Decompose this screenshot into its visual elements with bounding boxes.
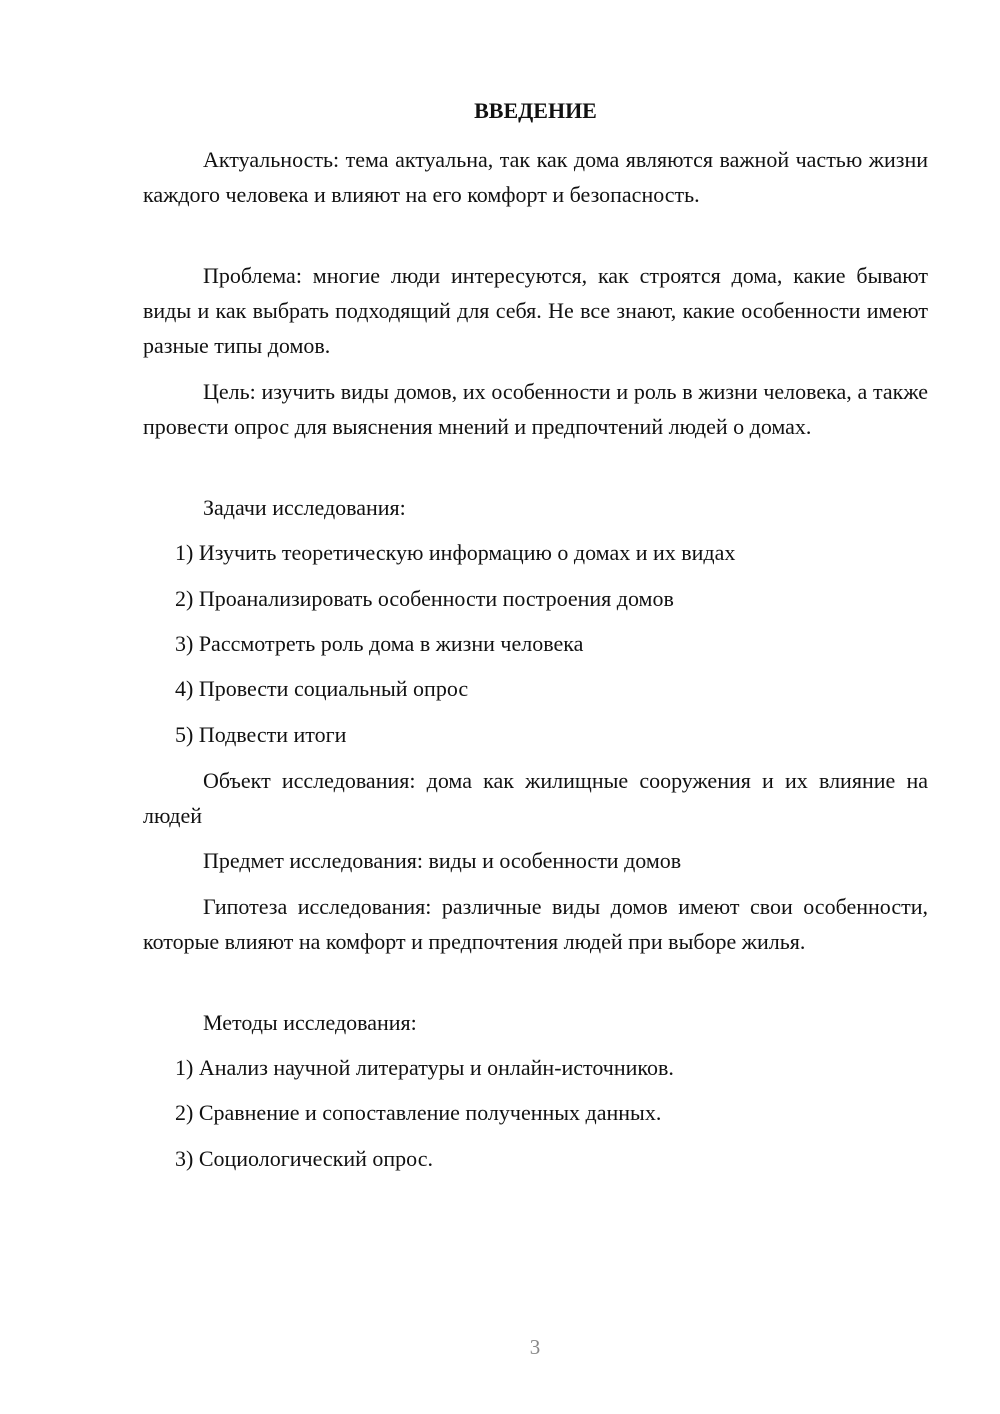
subject-paragraph: Предмет исследования: виды и особенности домов (203, 848, 682, 873)
problem-paragraph: Проблема: многие люди интересуются, как строятся дома, какие бывают виды и как выбрать подходящий для себя. Не все знают, какие особенности имеют разные типы домов. (143, 263, 928, 358)
task-item: 4) Провести социальный опрос (175, 676, 469, 701)
tasks-title: Задачи исследования: (203, 495, 406, 520)
relevance-paragraph: Актуальность: тема актуальна, так как дома являются важной частью жизни каждого человека и влияют на его комфорт и безопасность. (143, 147, 928, 207)
method-item: 2) Сравнение и сопоставление полученных данных. (175, 1100, 662, 1125)
method-item: 3) Социологический опрос. (175, 1146, 433, 1171)
task-item: 1) Изучить теоретическую информацию о домах и их видах (175, 540, 736, 565)
goal-paragraph: Цель: изучить виды домов, их особенности и роль в жизни человека, а также провести опрос для выяснения мнений и предпочтений людей о домах. (143, 379, 928, 439)
page-number: 3 (529, 1335, 541, 1359)
task-item: 2) Проанализировать особенности построения домов (175, 586, 674, 611)
task-item: 5) Подвести итоги (175, 722, 347, 747)
section-heading: ВВЕДЕНИЕ (474, 98, 597, 123)
method-item: 1) Анализ научной литературы и онлайн-источников. (175, 1055, 674, 1080)
methods-title: Методы исследования: (203, 1010, 417, 1035)
hypothesis-paragraph: Гипотеза исследования: различные виды домов имеют свои особенности, которые влияют на комфорт и предпочтения людей при выборе жилья. (143, 894, 928, 954)
task-item: 3) Рассмотреть роль дома в жизни человека (175, 631, 584, 656)
object-paragraph: Объект исследования: дома как жилищные сооружения и их влияние на людей (143, 768, 928, 828)
